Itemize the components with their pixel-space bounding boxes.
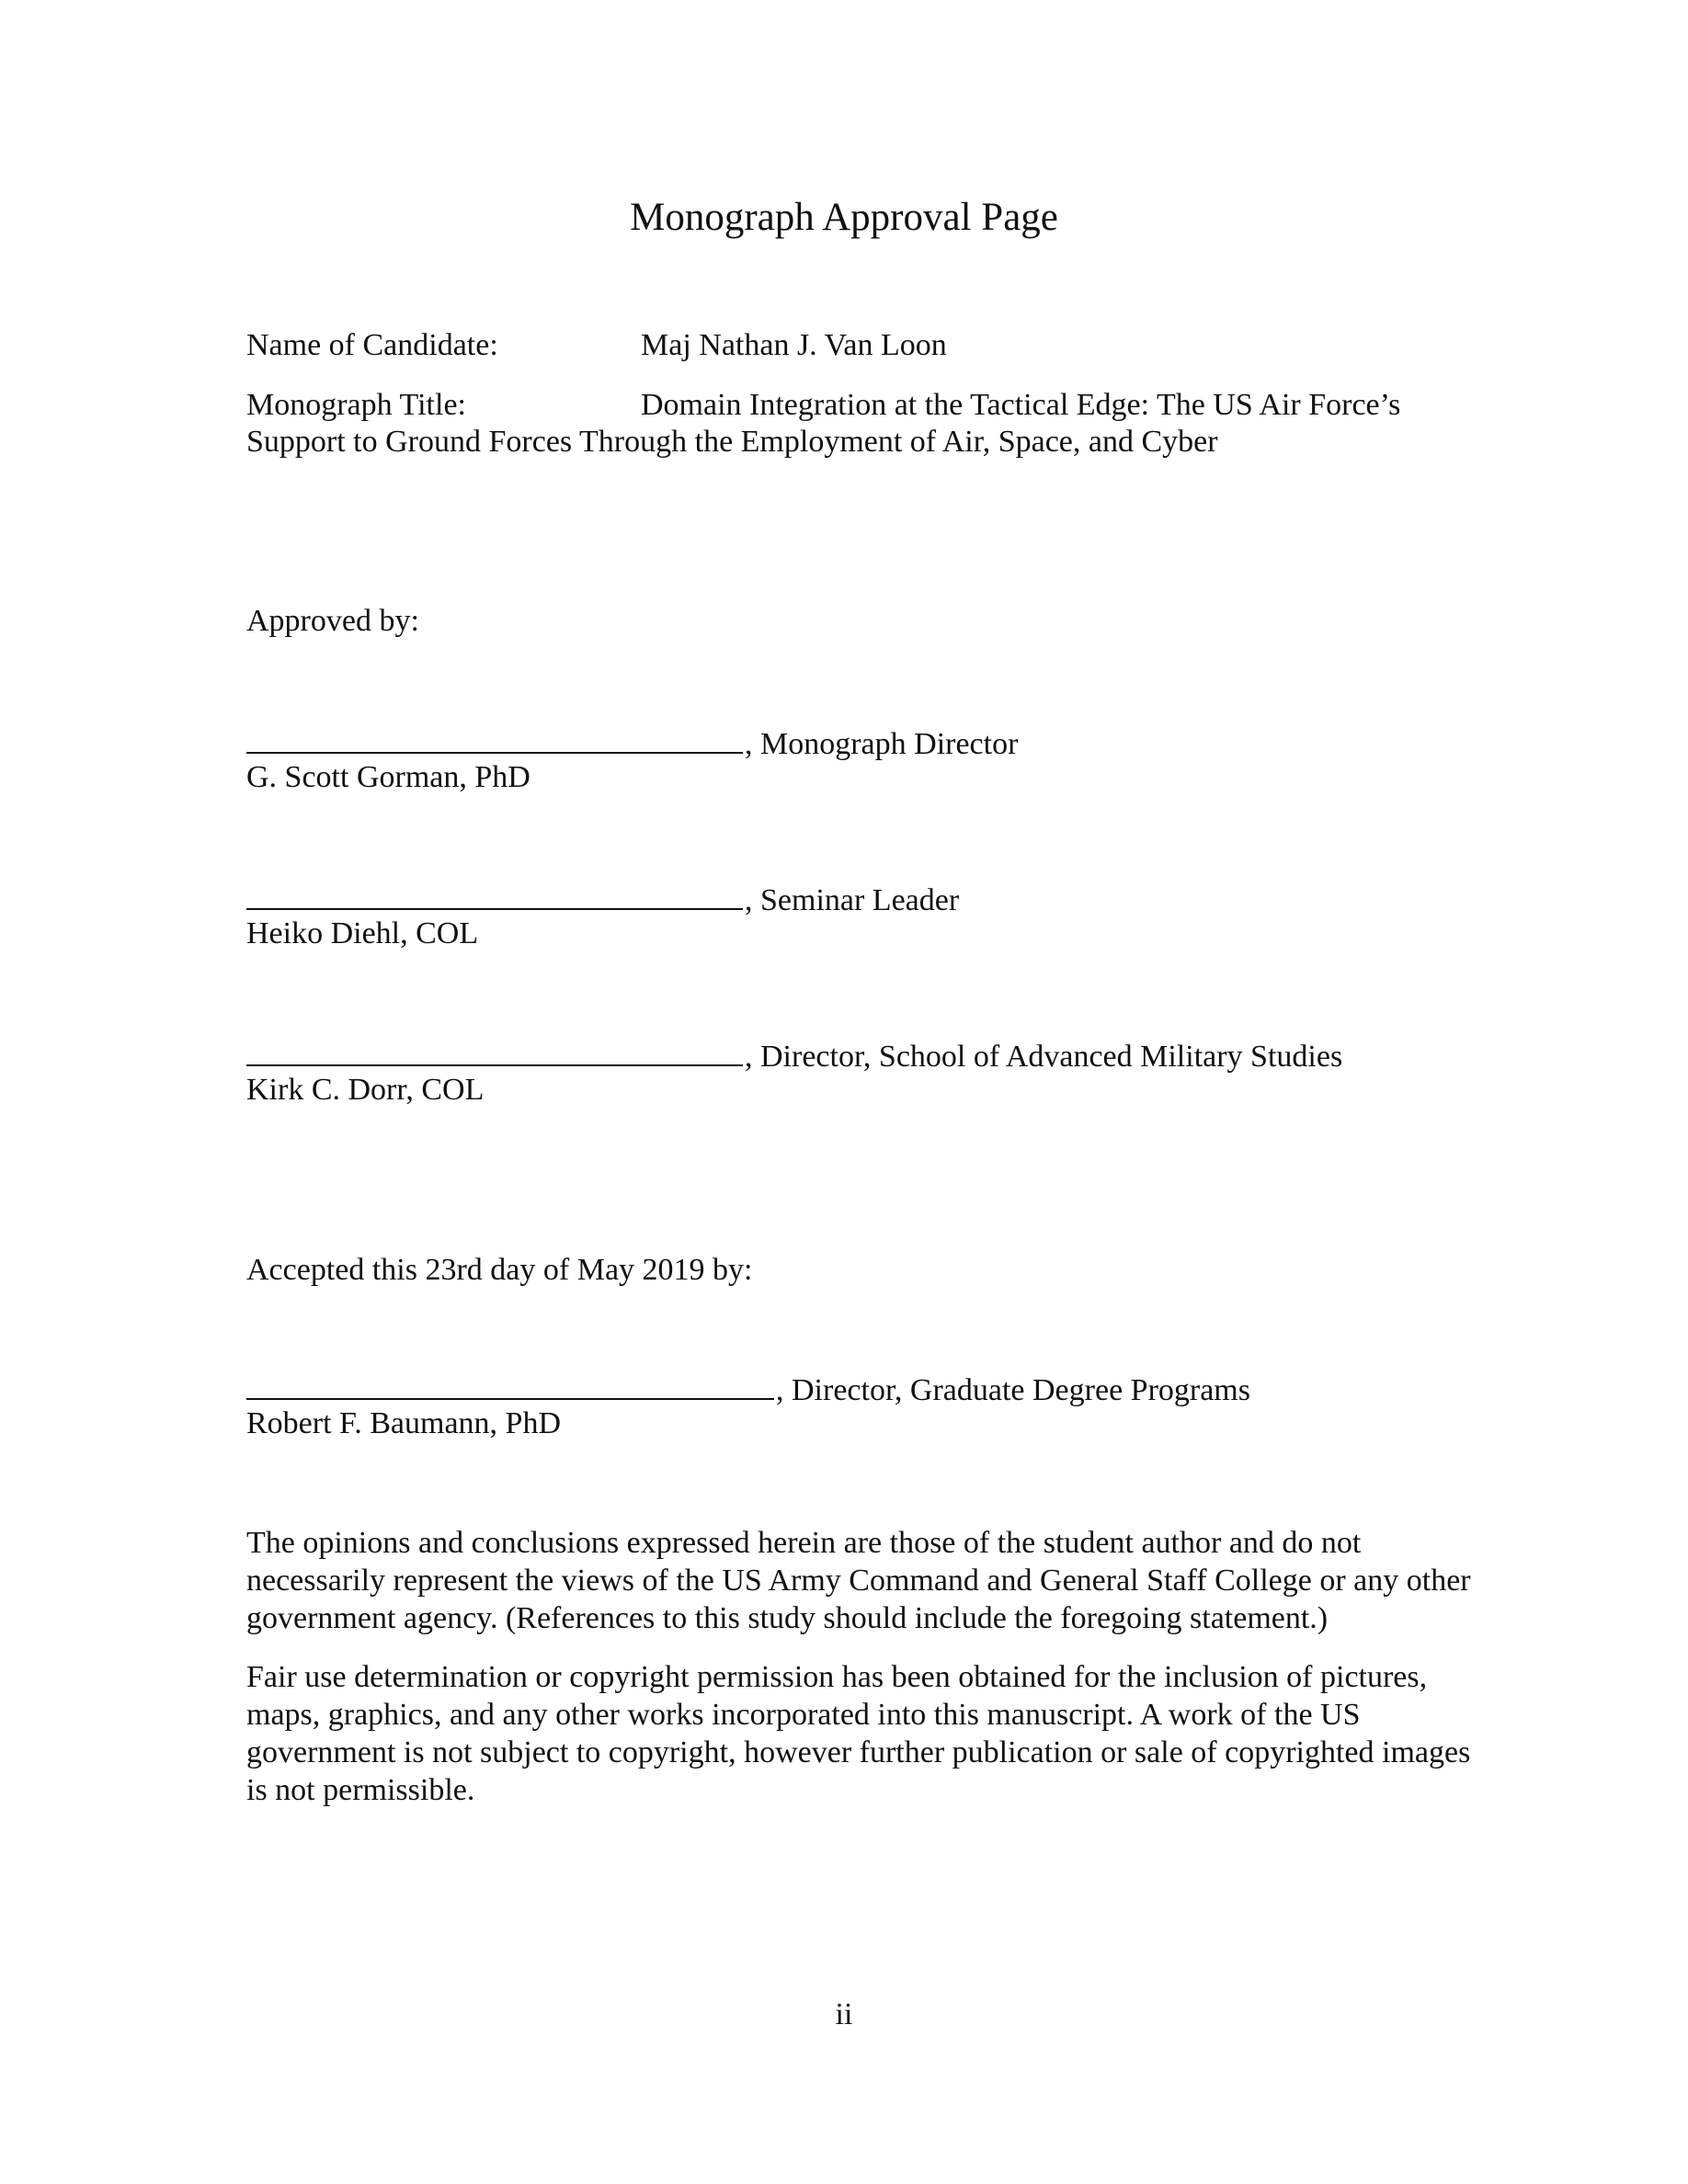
- fair-use-line: Fair use determination or copyright permission has been obtained for the inclusion of pictures,: [246, 1660, 1428, 1694]
- fair-use-line: maps, graphics, and any other works incorporated into this manuscript. A work of the US: [246, 1698, 1361, 1732]
- disclaimer-line: government agency. (References to this study should include the foregoing statement.): [246, 1601, 1329, 1635]
- approved-by-label: Approved by:: [246, 604, 419, 638]
- signature-line-seminar-leader: [246, 879, 959, 919]
- approver-role: , Seminar Leader: [745, 883, 960, 917]
- signature-line-sams-director: [246, 1035, 1342, 1075]
- monograph-title-line-1: Domain Integration at the Tactical Edge: The US Air Force’s: [641, 388, 1401, 422]
- approver-name: Heiko Diehl, COL: [246, 916, 479, 950]
- signature-line-graduate-director: [246, 1369, 1250, 1409]
- disclaimer-line: necessarily represent the views of the US Army Command and General Staff College or any other: [246, 1564, 1471, 1598]
- disclaimer-paragraph: [246, 1524, 1471, 1637]
- acceptor-role: , Director, Graduate Degree Programs: [776, 1373, 1250, 1407]
- fair-use-line: government is not subject to copyright, however further publication or sale of copyrighted images: [246, 1735, 1471, 1769]
- approver-role: , Monograph Director: [745, 727, 1019, 761]
- signature-line-monograph-director: [246, 722, 1018, 763]
- approver-name: G. Scott Gorman, PhD: [246, 760, 530, 794]
- approver-name: Kirk C. Dorr, COL: [246, 1073, 485, 1107]
- monograph-title-label: Monograph Title:: [246, 388, 466, 422]
- disclaimer-line: The opinions and conclusions expressed herein are those of the student author and do not: [246, 1526, 1362, 1560]
- approver-role: , Director, School of Advanced Military Studies: [745, 1040, 1343, 1074]
- page-title: Monograph Approval Page: [630, 196, 1058, 239]
- candidate-name: Maj Nathan J. Van Loon: [641, 328, 947, 362]
- fair-use-line: is not permissible.: [246, 1773, 475, 1807]
- fair-use-paragraph: [246, 1658, 1471, 1809]
- page-number: ii: [835, 1997, 853, 2031]
- signature-blank: [246, 1035, 743, 1066]
- acceptor-name: Robert F. Baumann, PhD: [246, 1406, 561, 1440]
- signature-blank: [246, 722, 743, 754]
- signature-blank: [246, 1369, 774, 1400]
- accepted-statement: Accepted this 23rd day of May 2019 by:: [246, 1253, 753, 1287]
- candidate-label: Name of Candidate:: [246, 328, 498, 362]
- signature-blank: [246, 879, 743, 910]
- monograph-title-line-2: Support to Ground Forces Through the Employment of Air, Space, and Cyber: [246, 425, 1218, 459]
